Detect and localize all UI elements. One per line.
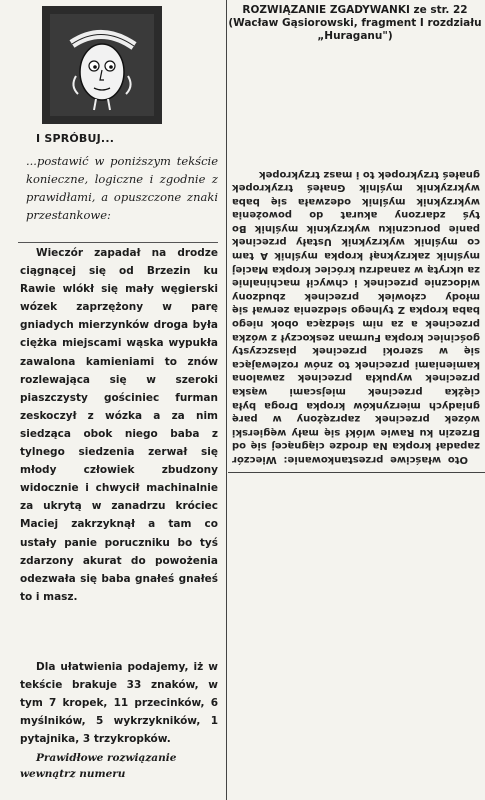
answer-box (228, 0, 485, 473)
cartoon-thinking-head-icon (42, 6, 162, 124)
answer-text: Oto właściwe przestankowanie: Wieczór zapadał kropka Na drodze ciągnącej się od Brzezin ku Rawie wlókł się mały węgierski wózek przecinek zaprzężony w parę gniadych mierzynków kropka Droga była ciężka przecinek miejscami wąska przecinek wypukła przecinek zawalona kamieniami przecinek to znów rozlewająca się w szeroki przecinek piaszczysty gościniec kropka Furman zeskoczył z wózka przecinek a za nim siedząca obok niego baba kropka Z tylnego siedzenia zerwał się młody człowiek przecinek zbudzony widocznie przecinek i chwycił machinalnie za ukrytą w zanadrzu króciec kropka Maciej myślnik zakrzyknął kropka myślnik A tam co myślnik wykrzyknik Ustały przecinek panie poruczniku wykrzyknik myślnik Bo tyś zdarzony akurat do powożenia wykrzyknik myślnik odezwała się baba wykrzyknik myślnik Gnałeś trzykropek gnałeś trzykropek to i masz trzykropek (232, 168, 480, 465)
answer-location-note: Prawidłowe rozwiązanie wewnątrz numeru (20, 752, 177, 780)
answer-subtitle: (Wacław Gąsiorowski, fragment I rozdziału „Huraganu") (228, 17, 482, 42)
puzzle-column (6, 6, 222, 796)
puzzle-heading: I SPRÓBUJ... (36, 132, 115, 145)
separator-rule (18, 242, 218, 243)
column-divider (226, 0, 227, 800)
puzzle-intro: ...postawić w poniższym tekście konieczne, logiczne i zgodnie z prawidłami, a opuszczone znaki przestankowe: (26, 154, 218, 222)
puzzle-body-text: Wieczór zapadał na drodze ciągnącej się od Brzezin ku Rawie wlókł się mały węgierski wózek zaprzężony w parę gniadych mierzynków droga była ciężka miejscami wąska wypukła zawalona kamieniami to znów rozlewająca się w szeroki piaszczysty gościniec furman zeskoczył z wózka a za nim siedząca obok niego baba z tylnego siedzenia zerwał się młody człowiek zbudzony widocznie i chwycił machinalnie za ukrytą w zanadrzu króciec Maciej zakrzyknął a tam co ustały panie poruczniku bo tyś zdarzony akurat do powożenia odezwała się baba gnałeś gnałeś to i masz. (20, 247, 218, 603)
upside-down-answer (232, 6, 480, 466)
puzzle-logo (42, 6, 162, 124)
answer-title: ROZWIĄZANIE ZGADYWANKI ze str. 22 (242, 4, 468, 16)
puzzle-hint: Dla ułatwienia podajemy, iż w tekście brakuje 33 znaków, w tym 7 kropek, 11 przecinków, 6 myślników, 5 wykrzykników, 1 pytajnika, 3 trzykropków. (20, 661, 218, 745)
